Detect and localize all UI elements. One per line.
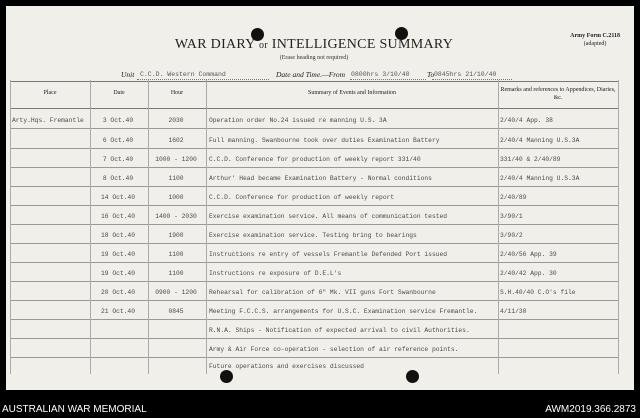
table-row: [10, 346, 618, 356]
table-row: [10, 137, 618, 147]
row-rule: [10, 128, 618, 129]
cell-date: 19 Oct.40: [100, 251, 135, 258]
cell-remarks: 4/11/30: [500, 308, 527, 315]
cell-summary: Instructions re exposure of D.E.L's: [209, 270, 342, 277]
form-reference: [570, 32, 620, 48]
cell-place: Arty.Hqs. Fremantle: [12, 117, 84, 124]
table-row: [10, 363, 618, 373]
cell-date: 18 Oct.40: [100, 232, 135, 239]
cell-summary: Meeting F.C.C.S. arrangements for U.S.C. Examination service Fremantle.: [209, 308, 478, 315]
cell-hour: 1602: [168, 137, 184, 144]
cell-date: 21 Oct.40: [100, 308, 135, 315]
row-rule: [10, 262, 618, 263]
cell-hour: 1400 - 2030: [155, 213, 197, 220]
cell-date: 16 Oct.40: [100, 213, 135, 220]
table-row: [10, 175, 618, 185]
header-summary: Summary of Events and Information: [308, 90, 396, 96]
cell-remarks: S.H.40/40 C.O's file: [500, 289, 576, 296]
cell-date: 6 Oct.40: [102, 137, 134, 144]
to-label: To: [427, 70, 435, 79]
cell-remarks: 2/40/4 App. 38: [500, 117, 553, 124]
cell-hour: 1900: [168, 232, 184, 239]
cell-summary: Future operations and exercises discussed: [209, 363, 364, 370]
table-row: [10, 194, 618, 204]
header-bottom-rule: [10, 108, 618, 109]
form-name: Army Form C.2118: [570, 33, 620, 39]
cell-remarks: 3/90/2: [500, 232, 523, 239]
to-value: 0845hrs 21/10/40: [434, 71, 497, 78]
table-row: [10, 289, 618, 299]
cell-hour: 0845: [168, 308, 184, 315]
row-rule: [10, 148, 618, 149]
footer-archive-name: AUSTRALIAN WAR MEMORIAL: [2, 404, 147, 415]
table-row: [10, 213, 618, 223]
cell-remarks: 2/40/4 Manning U.S.3A: [500, 137, 580, 144]
cell-summary: Instructions re entry of vessels Fremantle Defended Port issued: [209, 251, 448, 258]
from-underline: [350, 79, 426, 80]
cell-hour: 1000 - 1200: [155, 156, 197, 163]
row-rule: [10, 281, 618, 282]
header-place: Place: [43, 90, 57, 96]
document-title: [0, 37, 628, 53]
cell-summary: Arthur' Head became Examination Battery - Normal conditions: [209, 175, 432, 182]
cell-date: 7 Oct.40: [102, 156, 134, 163]
row-rule: [10, 167, 618, 168]
cell-summary: Exercise examination service. All means of communication tested: [209, 213, 448, 220]
title-intelligence-summary: INTELLIGENCE SUMMARY: [271, 37, 454, 52]
table-row: [10, 232, 618, 242]
cell-remarks: 2/40/42 App. 30: [500, 270, 557, 277]
row-rule: [10, 357, 618, 358]
cell-summary: R.N.A. Ships - Notification of expected arrival to civil Authorities.: [209, 327, 470, 334]
datetime-label: Date and Time.—From: [276, 70, 346, 79]
title-war-diary: WAR DIARY: [174, 37, 256, 52]
title-or: or: [259, 40, 268, 51]
cell-summary: Full manning. Swanbourne took over duties Examination Battery: [209, 137, 440, 144]
cell-date: 20 Oct.40: [100, 289, 135, 296]
unit-label: Unit: [121, 70, 135, 79]
from-value: 0800hrs 3/10/40: [351, 71, 410, 78]
table-row: [10, 327, 618, 337]
cell-hour: 1100: [168, 175, 184, 182]
table-row: [10, 308, 618, 318]
header-date: Date: [113, 90, 125, 96]
table-row: [10, 251, 618, 261]
row-rule: [10, 319, 618, 320]
cell-hour: 0900 - 1200: [155, 289, 197, 296]
row-rule: [10, 224, 618, 225]
cell-hour: 1100: [168, 251, 184, 258]
table-row: [10, 270, 618, 280]
cell-hour: 1000: [168, 194, 184, 201]
cell-remarks: 3/90/1: [500, 213, 523, 220]
cell-remarks: 2/40/89: [500, 194, 527, 201]
unit-underline: [137, 79, 269, 80]
header-remarks: Remarks and references to Appendices, Diaries, &c.: [500, 87, 616, 101]
to-underline: [432, 79, 512, 80]
cell-summary: Army & Air Force co-operation - selection of air reference points.: [209, 346, 459, 353]
table-top-rule: [10, 81, 618, 82]
row-rule: [10, 300, 618, 301]
cell-summary: C.C.D. Conference for production of weekly report 331/40: [209, 156, 421, 163]
cell-summary: Exercise examination service. Testing bring to bearings: [209, 232, 417, 239]
cell-remarks: 2/40/56 App. 39: [500, 251, 557, 258]
column-rule: [618, 80, 619, 374]
row-rule: [10, 243, 618, 244]
cell-hour: 1100: [168, 270, 184, 277]
cell-date: 3 Oct.40: [102, 117, 134, 124]
table-row: [10, 117, 618, 127]
cell-summary: Rehearsal for calibration of 6" Mk. VII guns Fort Swanbourne: [209, 289, 436, 296]
footer-accession-number: AWM2019.366.2873: [545, 404, 636, 415]
cell-remarks: 2/40/4 Manning U.S.3A: [500, 175, 580, 182]
title-note: (Erase heading not required): [279, 55, 349, 61]
cell-summary: Operation order No.24 issued re manning U.S. 3A: [209, 117, 387, 124]
row-rule: [10, 338, 618, 339]
table-row: [10, 156, 618, 166]
cell-date: 8 Oct.40: [102, 175, 134, 182]
unit-value: C.C.D. Western Command: [140, 71, 226, 78]
row-rule: [10, 205, 618, 206]
header-hour: Hour: [170, 90, 184, 96]
cell-remarks: 331/40 & 2/40/89: [500, 156, 561, 163]
cell-summary: C.C.D. Conference for production of weekly report: [209, 194, 395, 201]
row-rule: [10, 186, 618, 187]
cell-date: 14 Oct.40: [100, 194, 135, 201]
cell-hour: 2030: [168, 117, 184, 124]
cell-date: 19 Oct.40: [100, 270, 135, 277]
form-adapted: (adapted): [583, 41, 607, 47]
